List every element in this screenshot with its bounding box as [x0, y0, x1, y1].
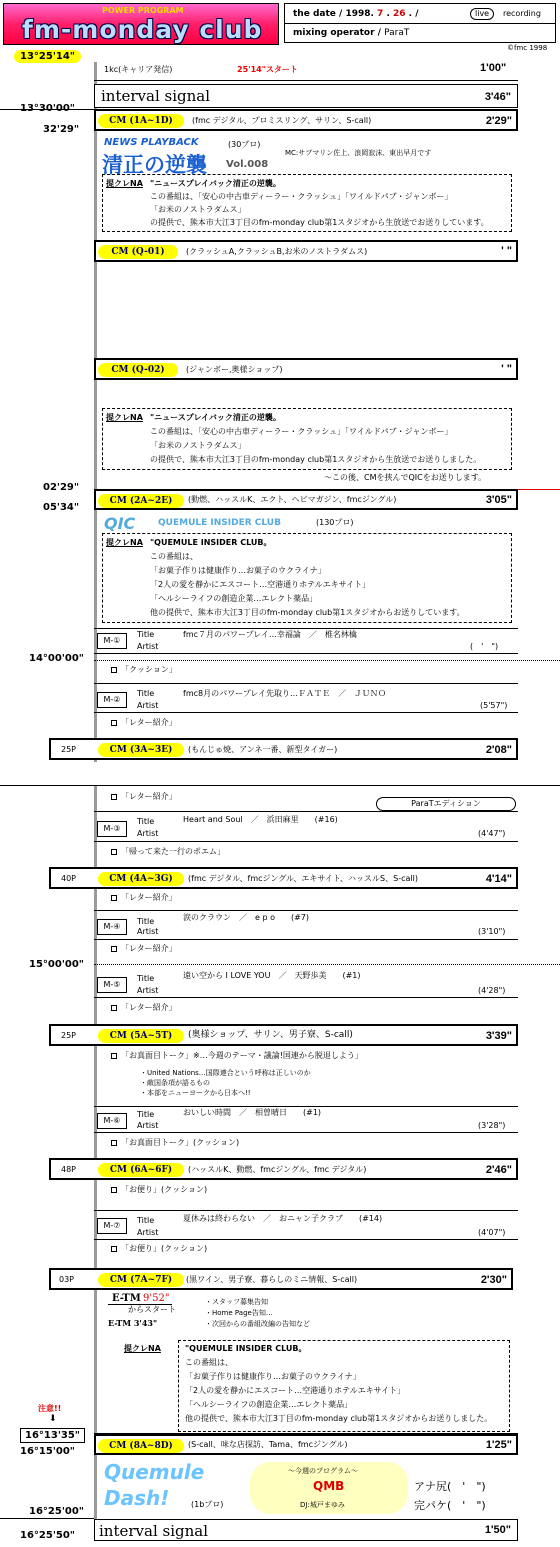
news-sponsor-line-3: 「お米のノストラダムス」 — [150, 205, 246, 214]
m4-title: 涙のクラウン ／ e p o (#7) — [183, 913, 310, 922]
qic-end-label: 提クレNA — [124, 1344, 161, 1353]
qic-sponsor-label: 提クレNA — [106, 538, 143, 547]
m5-title-label: Title — [137, 974, 155, 983]
time-14: 14°00'00" — [29, 653, 85, 664]
m1-title-label: Title — [137, 630, 155, 639]
m7-artist-label: Artist — [137, 1228, 159, 1237]
m1-length: ( ' ") — [470, 642, 499, 651]
etm-note-3: ・次回からの番組改編の告知など — [205, 1320, 310, 1328]
cm1-duration: 2'29" — [485, 115, 512, 127]
interval-signal-2 — [94, 1519, 518, 1541]
cm1-row — [94, 109, 518, 131]
cm5-duration: 3'39" — [485, 1030, 512, 1042]
qic-sponsor-box — [102, 533, 512, 623]
dash-logo-1: Quemule — [104, 1460, 205, 1484]
m6-artist-label: Artist — [137, 1121, 159, 1130]
news-vol: Vol.008 — [226, 159, 269, 170]
letter-3: 「レター紹介」 — [121, 893, 177, 902]
date-label: the date — [293, 9, 336, 19]
m4-length: (3'10") — [478, 927, 506, 936]
news-sponsor-line-1: "ニュースプレイバック清正の逆襲。 — [150, 179, 281, 188]
timeline-bar — [94, 62, 97, 762]
m2-artist-label: Artist — [137, 701, 159, 710]
cmq1-row — [94, 240, 518, 262]
qic-end-line-3: 「お菓子作りは健康作り…お菓子のウクライナ」 — [185, 1372, 361, 1381]
cm6-row — [49, 1158, 518, 1180]
qic-line-6: 他の提供で、熊本市大江3丁目のfm-monday club第1スタジオからお送りしています。 — [150, 608, 465, 617]
interval2-label: interval signal — [99, 1522, 209, 1540]
poem: 「帰って来た一行のポエム」 — [121, 847, 225, 856]
letter-2: 「レター紹介」 — [121, 792, 177, 801]
cm5-row — [49, 1024, 518, 1046]
cmq1-desc: (クラッシュA,クラッシュB,お米のノストラダムス) — [186, 247, 368, 256]
m1-tag: M-① — [97, 633, 127, 649]
talk-checkbox[interactable] — [111, 1053, 117, 1059]
letter-checkbox-7[interactable] — [111, 1246, 117, 1252]
header-logo — [3, 3, 279, 45]
cm4-duration: 4'14" — [485, 873, 512, 885]
cm8-row — [94, 1434, 518, 1455]
cmq2-desc: (ジャンボー,奥様ショップ) — [186, 365, 283, 374]
intro-duration: 1'00" — [480, 62, 507, 74]
qic-title: QUEMULE INSIDER CLUB — [158, 518, 281, 528]
dash-logo-2: Dash! — [104, 1486, 170, 1510]
talk-cushion-checkbox[interactable] — [111, 1140, 117, 1146]
qic-line-4: 「2人の愛を静かにエスコート…空港通りホテルエキサイト」 — [150, 580, 371, 589]
m4-tag: M-④ — [97, 919, 127, 935]
edition-badge: ParaTエディション — [376, 797, 516, 811]
time-1613: 16°13'35" — [20, 1428, 85, 1443]
m3-tag: M-③ — [97, 821, 127, 837]
news-sponsor-line-4: の提供で、熊本市大江3丁目のfm-monday club第1スタジオから生放送でお送りしています。 — [150, 218, 489, 227]
program-label: POWER PROGRAM — [102, 6, 184, 15]
m1-artist-label: Artist — [137, 642, 159, 651]
dash-ana: アナ尻( ' ") — [414, 1480, 486, 1493]
etm-start: からスタート — [128, 1305, 176, 1314]
time-1625b: 16°25'50" — [20, 1530, 76, 1541]
cm4-code: CM (4A~3G) — [98, 872, 184, 886]
start-note: 25'14"スタート — [237, 65, 298, 74]
cm3-row — [49, 738, 518, 760]
cm2-time-a: 02'29" — [43, 482, 80, 493]
etm-note-1: ・スタッフ募集告知 — [205, 1298, 268, 1306]
cm7-row — [49, 1268, 513, 1290]
timeline-bar-2 — [94, 786, 97, 1522]
dash-kan: 完パケ( ' ") — [414, 1499, 486, 1512]
m2-length: (5'57") — [480, 701, 508, 710]
m6-title: おいしい時間 ／ 相曽晴日 (#1) — [183, 1108, 322, 1117]
cm7-tag: 03P — [59, 1275, 75, 1284]
qic-line-5: 「ヘルシーライフの創造企業…エレクト薬品」 — [150, 594, 318, 603]
m2-tag: M-② — [97, 692, 127, 708]
cm4-desc: (fmc デジタル、fmcジングル、エキサイト、ハッスルS、S-call) — [188, 874, 418, 883]
cm3-code: CM (3A~3E) — [98, 743, 184, 757]
qic-end-line-2: この番組は、 — [185, 1358, 233, 1367]
dash-week: 〜今週のプログラム〜 — [288, 1467, 358, 1475]
cm2-row — [94, 489, 518, 510]
qic-end-line-1: "QUEMULE INSIDER CLUB。 — [185, 1344, 307, 1353]
cm3-desc: (もんじゅ焼、アンネ一番、新型タイガー) — [188, 745, 338, 754]
cm5-tag: 25P — [61, 1031, 77, 1040]
cm6-tag: 48P — [61, 1165, 77, 1174]
m6-length: (3'28") — [478, 1121, 506, 1130]
letter-5: 「レター紹介」 — [121, 1003, 177, 1012]
m2-title: fmc8月のパワープレイ先取り…ＦＡＴＥ ／ ＪＵＮＯ — [183, 689, 386, 698]
news-after-note: 〜この後、CMを挟んでQICをお送りします。 — [324, 473, 487, 482]
letter-checkbox-1[interactable] — [111, 720, 117, 726]
cm2-time-b: 05'34" — [43, 502, 80, 513]
qic-line-1: "QUEMULE INSIDER CLUB。 — [150, 538, 272, 547]
news-end-line-4: の提供で、熊本市大江3丁目のfm-monday club第1スタジオから生放送でお送りしました。 — [150, 455, 482, 464]
cm5-desc: (奥様ショップ、サリン、男子寮、S-call) — [188, 1030, 353, 1040]
recording-label: recording — [503, 9, 541, 18]
news-end-label: 提クレNA — [106, 413, 143, 422]
cm7-duration: 2'30" — [480, 1274, 507, 1286]
cmq1-duration: ' " — [501, 245, 512, 257]
m3-artist-label: Artist — [137, 829, 159, 838]
news-sponsor-label: 提クレNA — [106, 179, 143, 188]
letter-1: 「レター紹介」 — [121, 718, 177, 727]
logo-text: fm-monday club — [22, 15, 263, 44]
letter-4: 「レター紹介」 — [121, 944, 177, 953]
news-logo-1: NEWS PLAYBACK — [104, 137, 199, 148]
page-separator — [0, 785, 560, 786]
cm7-desc: (黒ワイン、男子寮、暮らしのミニ情報、S-call) — [186, 1275, 358, 1284]
m4-title-label: Title — [137, 917, 155, 926]
letter-checkbox-3[interactable] — [111, 895, 117, 901]
m4-artist-label: Artist — [137, 927, 159, 936]
cm4-row — [49, 867, 518, 889]
operator-label: mixing operator — [293, 28, 375, 38]
date-month: 7 — [377, 9, 384, 19]
talk-bullet-3: ・本部をニューヨークから日本へ!! — [140, 1089, 251, 1097]
talk-bullet-1: ・United Nations…国際連合という呼称は正しいのか — [140, 1069, 311, 1077]
cm2-code: CM (2A~2E) — [98, 494, 184, 508]
etm-note-2: ・Home Page告知… — [205, 1309, 273, 1317]
m6-tag: M-⑥ — [97, 1113, 127, 1129]
news-end-line-3: 「お米のノストラダムス」 — [150, 441, 246, 450]
date-value: 1998. — [345, 9, 374, 19]
cushion-1: 「クッション」 — [121, 665, 177, 674]
start-time: 13°25'14" — [14, 50, 81, 63]
interval-signal-1 — [94, 84, 518, 108]
cmq2-duration: ' " — [501, 363, 512, 375]
letter-7: 「お便り」(クッション) — [121, 1244, 208, 1253]
cm1-time: 32'29" — [43, 124, 80, 135]
dash-dj: DJ:城戸まゆみ — [300, 1501, 345, 1509]
m3-title: Heart and Soul ／ 浜田麻里 (#16) — [183, 815, 338, 824]
cmq2-code: CM (Q-02) — [98, 363, 178, 377]
cushion-checkbox-1[interactable] — [111, 667, 117, 673]
news-end-line-1: "ニュースプレイバック清正の逆襲。 — [150, 413, 281, 422]
caution: 注意!! — [38, 1404, 62, 1413]
qic-end-box — [178, 1340, 510, 1432]
letter-checkbox-5[interactable] — [111, 1005, 117, 1011]
m7-title-label: Title — [137, 1216, 155, 1225]
cm6-code: CM (6A~6F) — [98, 1163, 184, 1177]
time-1625: 16°25'00" — [29, 1506, 85, 1517]
caution-arrow: ⬇ — [49, 1414, 57, 1424]
copyright: ©fmc 1998 — [507, 44, 548, 52]
cm6-duration: 2'46" — [485, 1164, 512, 1176]
talk-title: 「お真面目トーク」※…今週のテーマ・議論!国連から脱退しよう」 — [121, 1051, 363, 1060]
cmq1-code: CM (Q-01) — [98, 245, 178, 259]
time-15: 15°00'00" — [29, 959, 85, 970]
header-info: the date / 1998. 7 . 26 . / live recording mixing operator / ParaT — [284, 3, 556, 43]
cm2-desc: (動燃、ハッスルK、エクト、ヘビマガジン、fmcジングル) — [188, 495, 397, 504]
qic-line-2: この番組は、 — [150, 552, 198, 561]
dash-note: (1bプロ) — [191, 1500, 224, 1509]
m1-title: fmc７月のパワープレイ…幸福論 ／ 椎名林檎 — [183, 630, 357, 639]
talk-cushion: 「お真面目トーク」(クッション) — [121, 1138, 240, 1147]
cm1-desc: (fmc デジタル、プロミスリング、サリン、S-call) — [192, 116, 372, 125]
live-badge: live — [470, 8, 494, 20]
m7-tag: M-⑦ — [97, 1218, 127, 1234]
news-logo-2: 清正の逆襲 — [102, 153, 207, 177]
m3-length: (4'47") — [478, 829, 506, 838]
news-end-box — [102, 408, 512, 470]
qic-note: (130プロ) — [316, 518, 354, 527]
cm3-tag: 25P — [61, 745, 77, 754]
time-1615: 16°15'00" — [20, 1446, 76, 1457]
m7-title: 夏休みは終わらない ／ おニャン子クラブ (#14) — [183, 1214, 383, 1223]
etm-label: E-TM — [112, 1293, 141, 1304]
news-note-1: (30プロ) — [228, 140, 261, 149]
intro-label: 1kc(キャリア発信) — [104, 65, 173, 74]
interval-duration: 3'46" — [484, 91, 511, 103]
letter-checkbox-6[interactable] — [111, 1187, 117, 1193]
operator-name: ParaT — [384, 28, 410, 38]
interval2-duration: 1'50" — [484, 1524, 511, 1536]
cm8-desc: (S-call、味な店探訪、Tama、fmcジングル) — [188, 1440, 348, 1449]
etm-time: 9'52" — [143, 1293, 170, 1304]
letter-checkbox-4[interactable] — [111, 946, 117, 952]
news-end-line-2: この番組は、「安心の中古車ディーラー・クラッシュ」「ワイルドパブ・ジャンボー」 — [150, 427, 453, 436]
cm1-code: CM (1A~1D) — [98, 114, 184, 128]
qic-end-line-6: 他の提供で、熊本市大江3丁目のfm-monday club第1スタジオからお送りしました。 — [185, 1414, 493, 1423]
m5-tag: M-⑤ — [97, 977, 127, 993]
cm6-desc: (ハッスルK、動燃、fmcジングル、fmc デジタル) — [188, 1165, 367, 1174]
qic-line-3: 「お菓子作りは健康作り…お菓子のウクライナ」 — [150, 566, 326, 575]
cm2-duration: 3'05" — [485, 494, 512, 506]
cm8-duration: 1'25" — [485, 1439, 512, 1451]
letter-checkbox-2[interactable] — [111, 794, 117, 800]
m7-length: (4'07") — [478, 1228, 506, 1237]
qic-end-line-4: 「2人の愛を静かにエスコート…空港通りホテルエキサイト」 — [185, 1386, 406, 1395]
qic-logo: QIC — [104, 514, 136, 533]
news-note-2: MC:サブマリン佐上、浪岡寂沫、東出早月です — [285, 149, 432, 157]
cm3-duration: 2'08" — [485, 744, 512, 756]
cm4-tag: 40P — [61, 874, 77, 883]
etm-end: E-TM 3'43" — [108, 1318, 158, 1328]
m5-length: (4'28") — [478, 986, 506, 995]
m6-title-label: Title — [137, 1110, 155, 1119]
news-sponsor-line-2: この番組は、「安心の中古車ディーラー・クラッシュ」「ワイルドパブ・ジャンボー」 — [150, 192, 453, 201]
cm7-code: CM (7A~7F) — [98, 1273, 184, 1287]
cmq2-row — [94, 358, 518, 380]
dash-qmb: QMB — [313, 1479, 345, 1493]
m5-title: 遠い空から I LOVE YOU ／ 天野歩美 (#1) — [183, 971, 361, 980]
talk-bullet-2: ・敵国条項が語るもの — [140, 1079, 210, 1087]
date-day: 26 — [393, 9, 406, 19]
qic-end-line-5: 「ヘルシーライフの創造企業…エレクト薬品」 — [185, 1400, 353, 1409]
cm5-code: CM (5A~5T) — [98, 1029, 184, 1043]
m3-title-label: Title — [137, 817, 155, 826]
cm8-code: CM (8A~8D) — [98, 1439, 184, 1453]
m5-artist-label: Artist — [137, 986, 159, 995]
news-sponsor-box — [102, 174, 512, 232]
m2-title-label: Title — [137, 689, 155, 698]
interval-label: interval signal — [101, 87, 211, 105]
poem-checkbox[interactable] — [111, 849, 117, 855]
letter-6: 「お便り」(クッション) — [121, 1185, 208, 1194]
